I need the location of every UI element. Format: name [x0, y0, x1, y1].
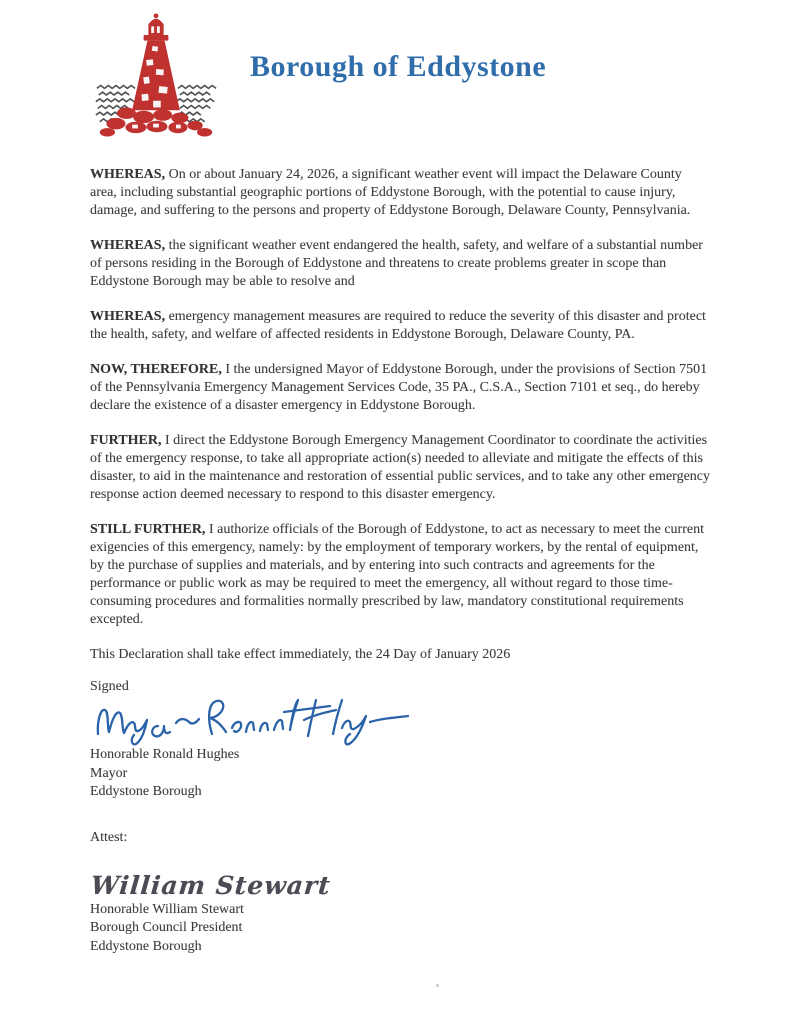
council-president-role: Borough Council President [90, 920, 243, 935]
mayor-org: Eddystone Borough [90, 784, 202, 799]
whereas-1-lead: WHEREAS, [90, 167, 166, 182]
signed-block [90, 678, 712, 802]
council-president-signature: William Stewart [89, 870, 333, 900]
paragraph-whereas-2 [90, 237, 712, 291]
scan-artifact-dot [436, 984, 439, 987]
now-therefore-lead: NOW, THEREFORE, [90, 362, 222, 377]
whereas-2-lead: WHEREAS, [90, 238, 166, 253]
mayor-name-block [90, 746, 712, 802]
attest-block [90, 829, 712, 957]
attest-label: Attest: [90, 829, 128, 845]
further-text: I direct the Eddystone Borough Emergency Management Coordinator to coordinate the activities of the emergency response, to take all appropriate action(s) needed to alleviate and mitigate the effects of this disaster, to aid in the maintenance and restoration of essential public services, and to take any other emergency response action deemed necessary to respond to this disaster emergency. [90, 433, 711, 502]
now-therefore-text: I the undersigned Mayor of Eddystone Borough, under the provisions of Section 7501 of the Pennsylvania Emergency Management Services Code, 35 PA., C.S.A., Section 7101 et seq., do hereby declare the existence of a disaster emergency in Eddystone Borough. [90, 362, 708, 413]
further-lead: FURTHER, [90, 433, 162, 448]
whereas-3-lead: WHEREAS, [90, 309, 166, 324]
mayor-signature [92, 688, 414, 746]
council-president-name-block [90, 901, 712, 957]
still-further-text: I authorize officials of the Borough of Eddystone, to act as necessary to meet the current exigencies of this emergency, namely: by the employment of temporary workers, by the rental of equipment, by the purchase of supplies and materials, and by entering into such contracts and agreements for the performance or public work as may be required to meet the emergency, all without regard to those time-consuming procedures and formalities normally prescribed by law, mandatory constitutional requirements excepted. [90, 522, 704, 627]
letter-body [0, 138, 798, 956]
mayor-name: Honorable Ronald Hughes [90, 747, 240, 762]
page-title: Borough of Eddystone [250, 50, 547, 83]
paragraph-whereas-3 [90, 308, 712, 344]
still-further-lead: STILL FURTHER, [90, 522, 206, 537]
whereas-2-text: the significant weather event endangered the health, safety, and welfare of a substantial number of persons residing in the Borough of Eddystone and threatens to create problems greater in scope than Eddystone Borough may be able to resolve and [90, 238, 703, 289]
mayor-role: Mayor [90, 765, 128, 781]
whereas-3-text: emergency management measures are required to reduce the severity of this disaster and protect the health, safety, and welfare of affected residents in Eddystone Borough, Delaware County, PA. [90, 309, 706, 342]
whereas-1-text: On or about January 24, 2026, a significant weather event will impact the Delaware County area, including substantial geographic portions of Eddystone Borough, with the potential to cause injury, damage, and suffering to the persons and property of Eddystone Borough, Delaware County, Pennsylvania. [90, 167, 691, 218]
effective-date-line: This Declaration shall take effect immediately, the 24 Day of January 2026 [90, 647, 511, 662]
letterhead [0, 0, 798, 138]
council-president-org: Eddystone Borough [90, 938, 202, 954]
paragraph-whereas-1 [90, 166, 712, 220]
paragraph-now-therefore [90, 361, 712, 415]
lighthouse-logo-icon [94, 12, 218, 138]
paragraph-further [90, 432, 712, 504]
paragraph-still-further [90, 521, 712, 629]
council-president-name: Honorable William Stewart [90, 901, 244, 917]
signed-label: Signed [90, 679, 129, 694]
